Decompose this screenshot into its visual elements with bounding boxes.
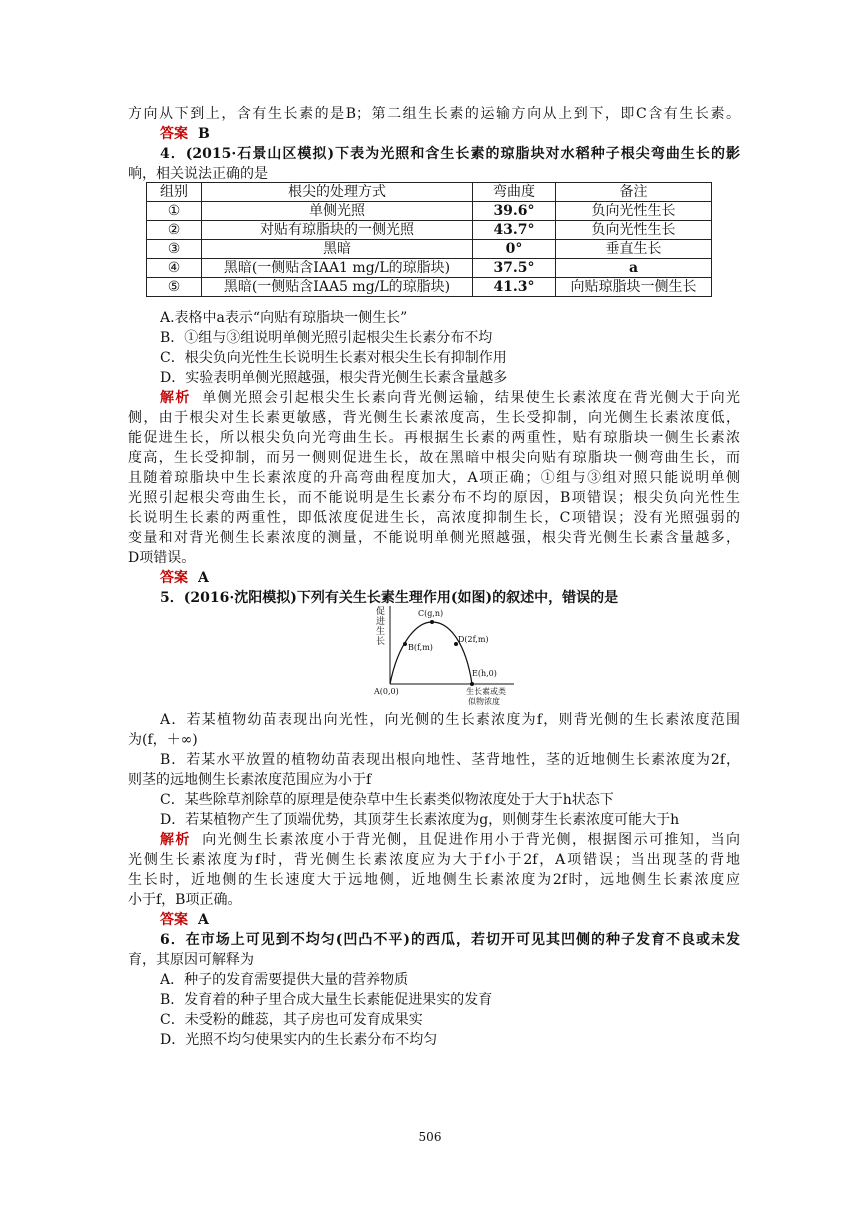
table-row xyxy=(147,221,712,240)
y-axis-label: 促 进 生 长 xyxy=(376,607,386,647)
option-c: C．根尖负向光性生长说明生长素对根尖生长有抑制作用 xyxy=(160,350,507,366)
point-b-label: B(f,m) xyxy=(408,643,433,652)
table-cell: 负向光性生长 xyxy=(556,221,712,240)
table-row xyxy=(147,278,712,297)
option-d: D．实验表明单侧光照越强，根尖背光侧生长素含量越多 xyxy=(160,370,508,386)
option-d: D．若某植物产生了顶端优势，其顶芽生长素浓度为g，则侧芽生长素浓度可能大于h xyxy=(160,812,680,828)
option-c: C．未受粉的雌蕊，其子房也可发育成果实 xyxy=(160,1012,423,1028)
analysis-line: 且随着琼脂块中生长素浓度的升高弯曲程度加大，A项正确；①组与③组对照只能说明单侧 xyxy=(128,470,740,486)
answer-label: 答案 xyxy=(160,126,188,142)
point-d-label: D(2f,m) xyxy=(458,635,489,644)
x-axis-label-1: 生长素或类 xyxy=(466,687,506,696)
answer-value: A xyxy=(198,912,209,928)
table-cell: 黑暗(一侧贴含IAA5 mg/L的琼脂块) xyxy=(202,278,473,297)
option-a: A．种子的发育需要提供大量的营养物质 xyxy=(160,972,409,988)
question-stem: 4．(2015·石景山区模拟)下表为光照和含生长素的琼脂块对水稻种子根尖弯曲生长的影 xyxy=(160,146,740,162)
analysis-line: 生长时，近地侧的生长速度大于远地侧，近地侧生长素浓度为2f时，远地侧生长素浓度应 xyxy=(128,872,740,888)
option-a: A．若某植物幼苗表现出向光性，向光侧的生长素浓度为f，则背光侧的生长素浓度范围 xyxy=(160,712,740,728)
table-row xyxy=(147,240,712,259)
answer-value: A xyxy=(198,570,209,586)
table-cell: 39.6° xyxy=(473,202,556,221)
table-cell: ③ xyxy=(147,240,202,259)
table-cell: 37.5° xyxy=(473,259,556,278)
point-b xyxy=(403,642,407,646)
table-cell: 41.3° xyxy=(473,278,556,297)
table-cell: 黑暗 xyxy=(202,240,473,259)
question-stem: 5．(2016·沈阳模拟)下列有关生长素生理作用(如图)的叙述中，错误的是 xyxy=(160,590,619,606)
option-c: C．某些除草剂除草的原理是使杂草中生长素类似物浓度处于大于h状态下 xyxy=(160,792,614,808)
option-b-cont: 则茎的远地侧生长素浓度范围应为小于f xyxy=(128,772,372,788)
page-number: 506 xyxy=(418,1130,442,1144)
analysis-line: 能促进生长，所以根尖负向光弯曲生长。再根据生长素的两重性，贴有琼脂块一侧生长素浓 xyxy=(128,430,740,446)
growth-curve-figure xyxy=(364,604,524,708)
table-header-cell: 备注 xyxy=(556,183,712,202)
analysis-line: 光侧生长素浓度为f时，背光侧生长素浓度应为大于f小于2f，A项错误；当出现茎的背地 xyxy=(128,852,740,868)
table-cell: a xyxy=(556,259,712,278)
table-cell: 负向光性生长 xyxy=(556,202,712,221)
analysis-label: 解析 xyxy=(160,390,191,406)
answer-value: B xyxy=(198,126,210,142)
point-c xyxy=(430,620,434,624)
table-header-cell: 组别 xyxy=(147,183,202,202)
table-cell: 43.7° xyxy=(473,221,556,240)
table-cell: ⑤ xyxy=(147,278,202,297)
question-stem: 响，相关说法正确的是 xyxy=(128,166,268,182)
option-b: B．①组与③组说明单侧光照引起根尖生长素分布不均 xyxy=(160,330,493,346)
table-cell: 向贴琼脂块一侧生长 xyxy=(556,278,712,297)
point-e-label: E(h,0) xyxy=(472,669,497,678)
option-b: B．若某水平放置的植物幼苗表现出根向地性、茎背地性，茎的近地侧生长素浓度为2f， xyxy=(160,752,740,768)
analysis-text: 单侧光照会引起根尖生长素向背光侧运输，结果使生长素浓度在背光侧大于向光 xyxy=(200,390,740,406)
point-c-label: C(g,n) xyxy=(418,609,444,618)
table-cell: ② xyxy=(147,221,202,240)
answer-line xyxy=(160,568,740,588)
table-row xyxy=(147,202,712,221)
x-axis-label-2: 似物浓度 xyxy=(468,697,500,706)
table-header-row xyxy=(147,183,712,202)
table-cell: ④ xyxy=(147,259,202,278)
table-cell: ① xyxy=(147,202,202,221)
question-stem: 育，其原因可解释为 xyxy=(128,952,254,968)
analysis-line xyxy=(160,388,740,408)
table-cell: 单侧光照 xyxy=(202,202,473,221)
analysis-label: 解析 xyxy=(160,832,191,848)
table-cell: 黑暗(一侧贴含IAA1 mg/L的琼脂块) xyxy=(202,259,473,278)
analysis-line: 小于f，B项正确。 xyxy=(128,892,242,908)
answer-line xyxy=(160,124,740,144)
table-header-cell: 弯曲度 xyxy=(473,183,556,202)
table-cell: 垂直生长 xyxy=(556,240,712,259)
answer-line xyxy=(160,910,740,930)
table-header-cell: 根尖的处理方式 xyxy=(202,183,473,202)
analysis-line: 变量和对背光侧生长素浓度的测量，不能说明单侧光照越强，根尖背光侧生长素含量越多， xyxy=(128,530,740,546)
analysis-line: 长说明生长素的两重性，即低浓度促进生长，高浓度抑制生长，C项错误；没有光照强弱的 xyxy=(128,510,740,526)
option-a-cont: 为(f，＋∞) xyxy=(128,732,198,748)
analysis-line xyxy=(160,830,740,850)
analysis-text: 向光侧生长素浓度小于背光侧，且促进作用小于背光侧，根据图示可推知，当向 xyxy=(200,832,740,848)
option-d: D．光照不均匀使果实内的生长素分布不均匀 xyxy=(160,1032,438,1048)
data-table xyxy=(146,182,712,297)
table-cell: 对贴有琼脂块的一侧光照 xyxy=(202,221,473,240)
answer-label: 答案 xyxy=(160,570,188,586)
text-line: 方向从下到上，含有生长素的是B；第二组生长素的运输方向从上到下，即C含有生长素。 xyxy=(128,106,740,122)
table-row xyxy=(147,259,712,278)
analysis-line: 度高，生长受抑制，而另一侧则促进生长，故在黑暗中根尖向贴有琼脂块一侧弯曲生长，而 xyxy=(128,450,740,466)
question-stem: 6．在市场上可见到不均匀(凹凸不平)的西瓜，若切开可见其凹侧的种子发育不良或未发 xyxy=(160,932,740,948)
growth-curve xyxy=(390,622,472,684)
point-e xyxy=(470,682,474,686)
answer-label: 答案 xyxy=(160,912,188,928)
point-a-label: A(0,0) xyxy=(374,687,399,696)
option-b: B．发育着的种子里合成大量生长素能促进果实的发育 xyxy=(160,992,493,1008)
analysis-line: 光照引起根尖弯曲生长，而不能说明是生长素分布不均的原因，B项错误；根尖负向光性生 xyxy=(128,490,740,506)
table-cell: 0° xyxy=(473,240,556,259)
option-a: A.表格中a表示“向贴有琼脂块一侧生长” xyxy=(160,310,408,326)
analysis-line: 侧，由于根尖对生长素更敏感，背光侧生长素浓度高，生长受抑制，向光侧生长素浓度低， xyxy=(128,410,740,426)
analysis-line: D项错误。 xyxy=(128,550,196,566)
